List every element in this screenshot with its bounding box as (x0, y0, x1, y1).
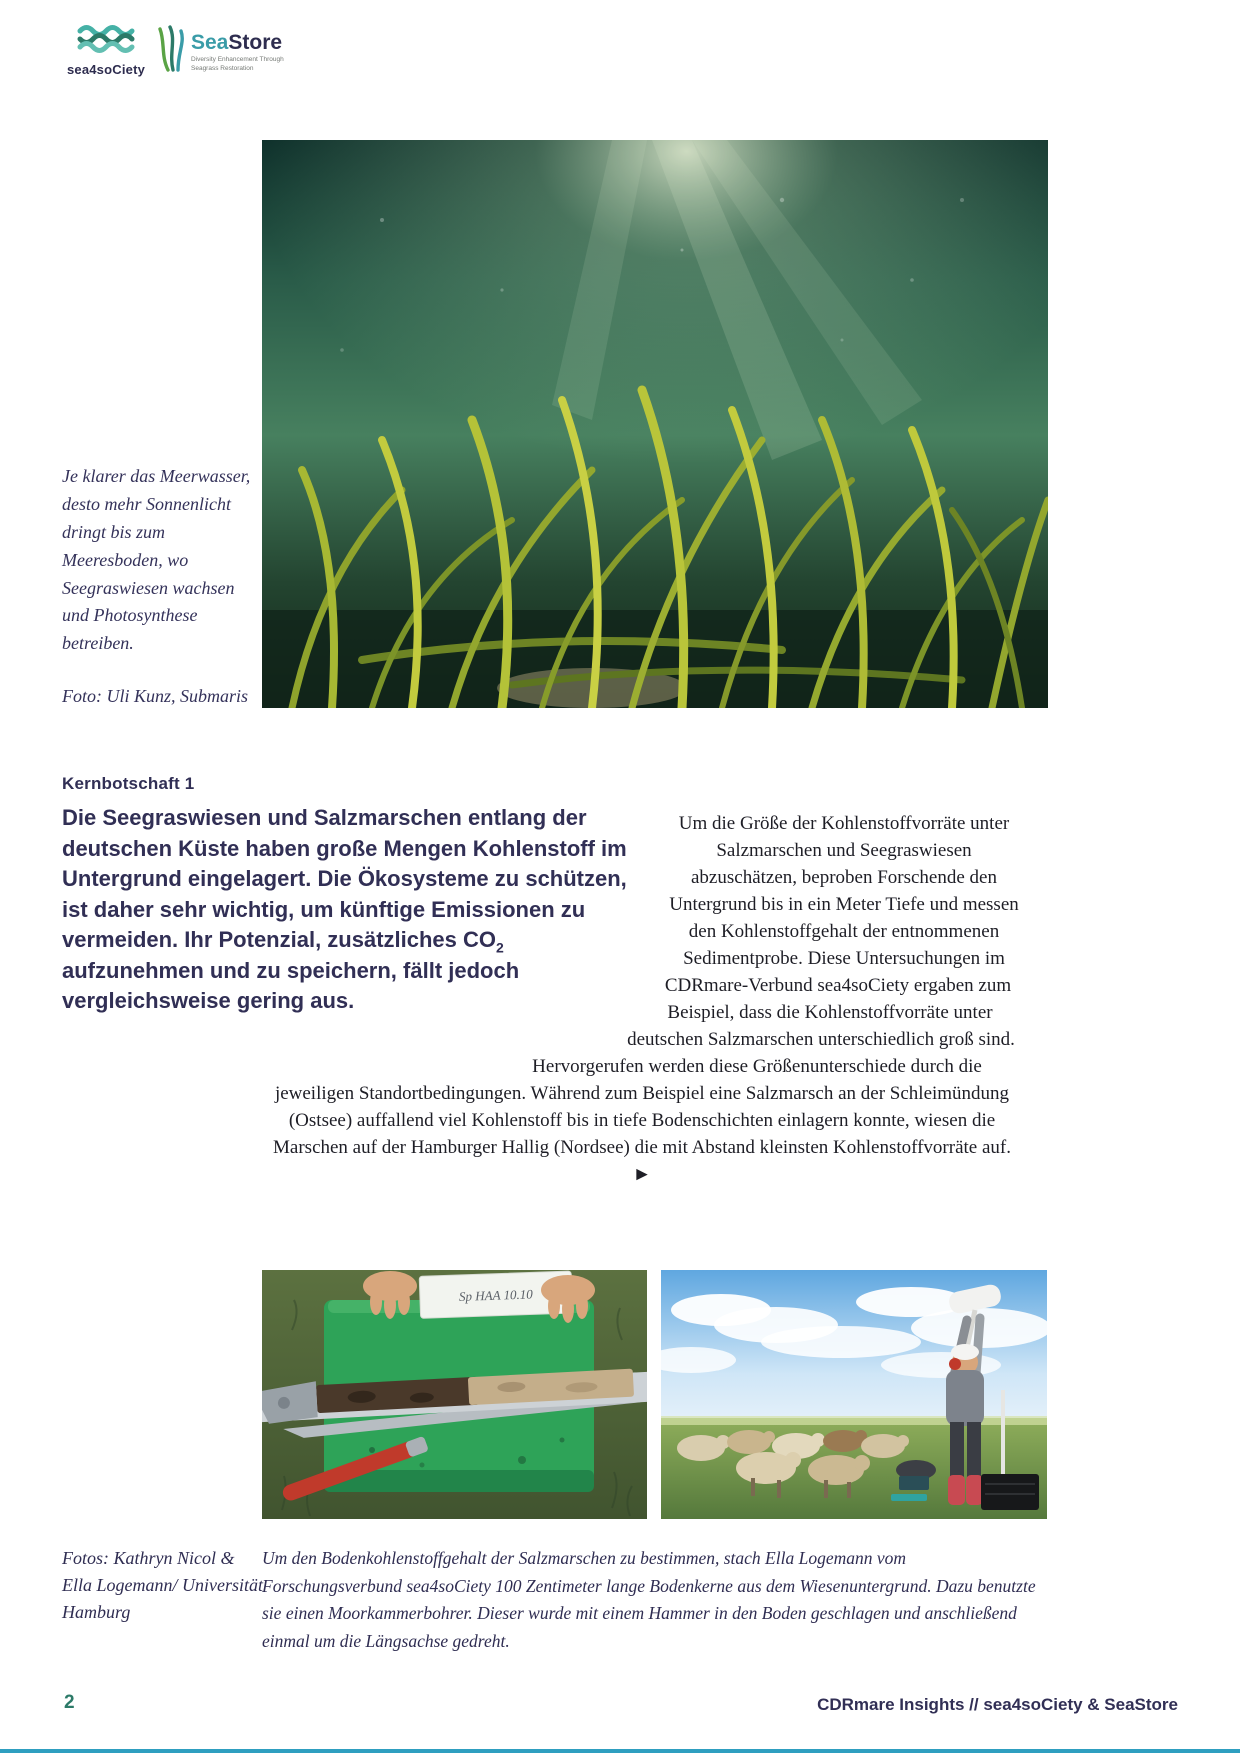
hero-caption: Je klarer das Meerwasser, desto mehr Sonnenlicht dringt bis zum Meeresboden, wo Seegraswiesen wachsen und Photosynthese betreiben. (62, 466, 251, 654)
co2-subscript: 2 (496, 939, 504, 956)
text-wrap-spacer (262, 810, 666, 1080)
bottom-photos-credit: Fotos: Kathryn Nicol & Ella Logemann/ Universität Hamburg (62, 1548, 263, 1622)
page-number: 2 (64, 1692, 75, 1713)
headline-text-pre: Die Seegraswiesen und Salzmarschen entlang der deutschen Küste haben große Mengen Kohlenstoff im Untergrund eingelagert. Die Ökosysteme zu schützen, ist daher sehr wichtig, um künftige Emissionen zu vermeiden. Ihr Potenzial, zusätzliches CO (62, 805, 627, 952)
seagrass-icon (158, 24, 184, 72)
seastore-logo-tagline: Diversity Enhancement Through Seagrass Restoration (191, 56, 284, 72)
seastore-logo (158, 24, 303, 74)
seastore-logo-store: Store (228, 31, 283, 54)
black-crate (981, 1474, 1039, 1510)
hero-photo-credit: Foto: Uli Kunz, Submaris (62, 686, 249, 706)
teal-tray (891, 1494, 927, 1501)
body-paragraph (262, 810, 1022, 1188)
headline-text-post: aufzunehmen und zu speichern, fällt jedoch vergleichsweise gering aus. (62, 957, 520, 1013)
kernbotschaft-label: Kernbotschaft 1 (62, 774, 195, 793)
rubber-boot (948, 1475, 965, 1505)
white-cap (951, 1344, 979, 1360)
fieldwork-photo (661, 1270, 1047, 1519)
waves-icon (75, 22, 137, 56)
footer-publication: CDRmare Insights // sea4soCiety & SeaStore (817, 1695, 1178, 1714)
sea4society-logo (58, 22, 154, 77)
seastore-logo-text (191, 24, 303, 74)
sea4society-logo-text: sea4soCiety (66, 62, 146, 77)
soil-core-photo (262, 1270, 647, 1519)
footer-accent-bar (0, 1749, 1240, 1753)
bottom-photos-caption: Um den Bodenkohlenstoffgehalt der Salzmarschen zu bestimmen, stach Ella Logemann vom Forschungsverbund sea4soCiety 100 Zentimeter lange Bodenkerne aus dem Wiesenuntergrund. Dazu benutzte sie einen Moorkammerbohrer. Dieser wurde mit einem Hammer in den Boden geschlagen und anschließend einmal um die Längsachse gedreht. (262, 1548, 1036, 1651)
rubber-boot (966, 1475, 983, 1505)
torso (946, 1370, 984, 1426)
underwater-seagrass-photo (262, 140, 1048, 708)
body-paragraph-text: Um die Größe der Kohlenstoffvorräte unter Salzmarschen und Seegraswiesen abzuschätzen, beproben Forschende den Untergrund bis in ein Meter Tiefe und messen den Kohlenstoffgehalt der entnommenen Sedimentprobe. Diese Untersuchungen im CDRmare-Verbund sea4soCiety ergaben zum Beispiel, dass die Kohlenstoffvorräte unter deutschen Salzmarschen unterschiedlich groß sind. Hervorgerufen werden diese Größenunterschiede durch die jeweiligen Standortbedingungen. Während zum Beispiel eine Salzmarsch an der Schleimündung (Ostsee) auffallend viel Kohlenstoff bis in tiefe Bodenschichten einlagern konnte, wiesen die Marschen auf der Hamburger Hallig (Nordsee) die mit Abstand kleinsten Kohlenstoffvorräte auf. ► (273, 813, 1019, 1185)
seastore-logo-sea: Sea (191, 31, 229, 54)
core-sample-label: Sp HAA 10.10 (458, 1286, 534, 1304)
ear-protection (949, 1358, 961, 1370)
